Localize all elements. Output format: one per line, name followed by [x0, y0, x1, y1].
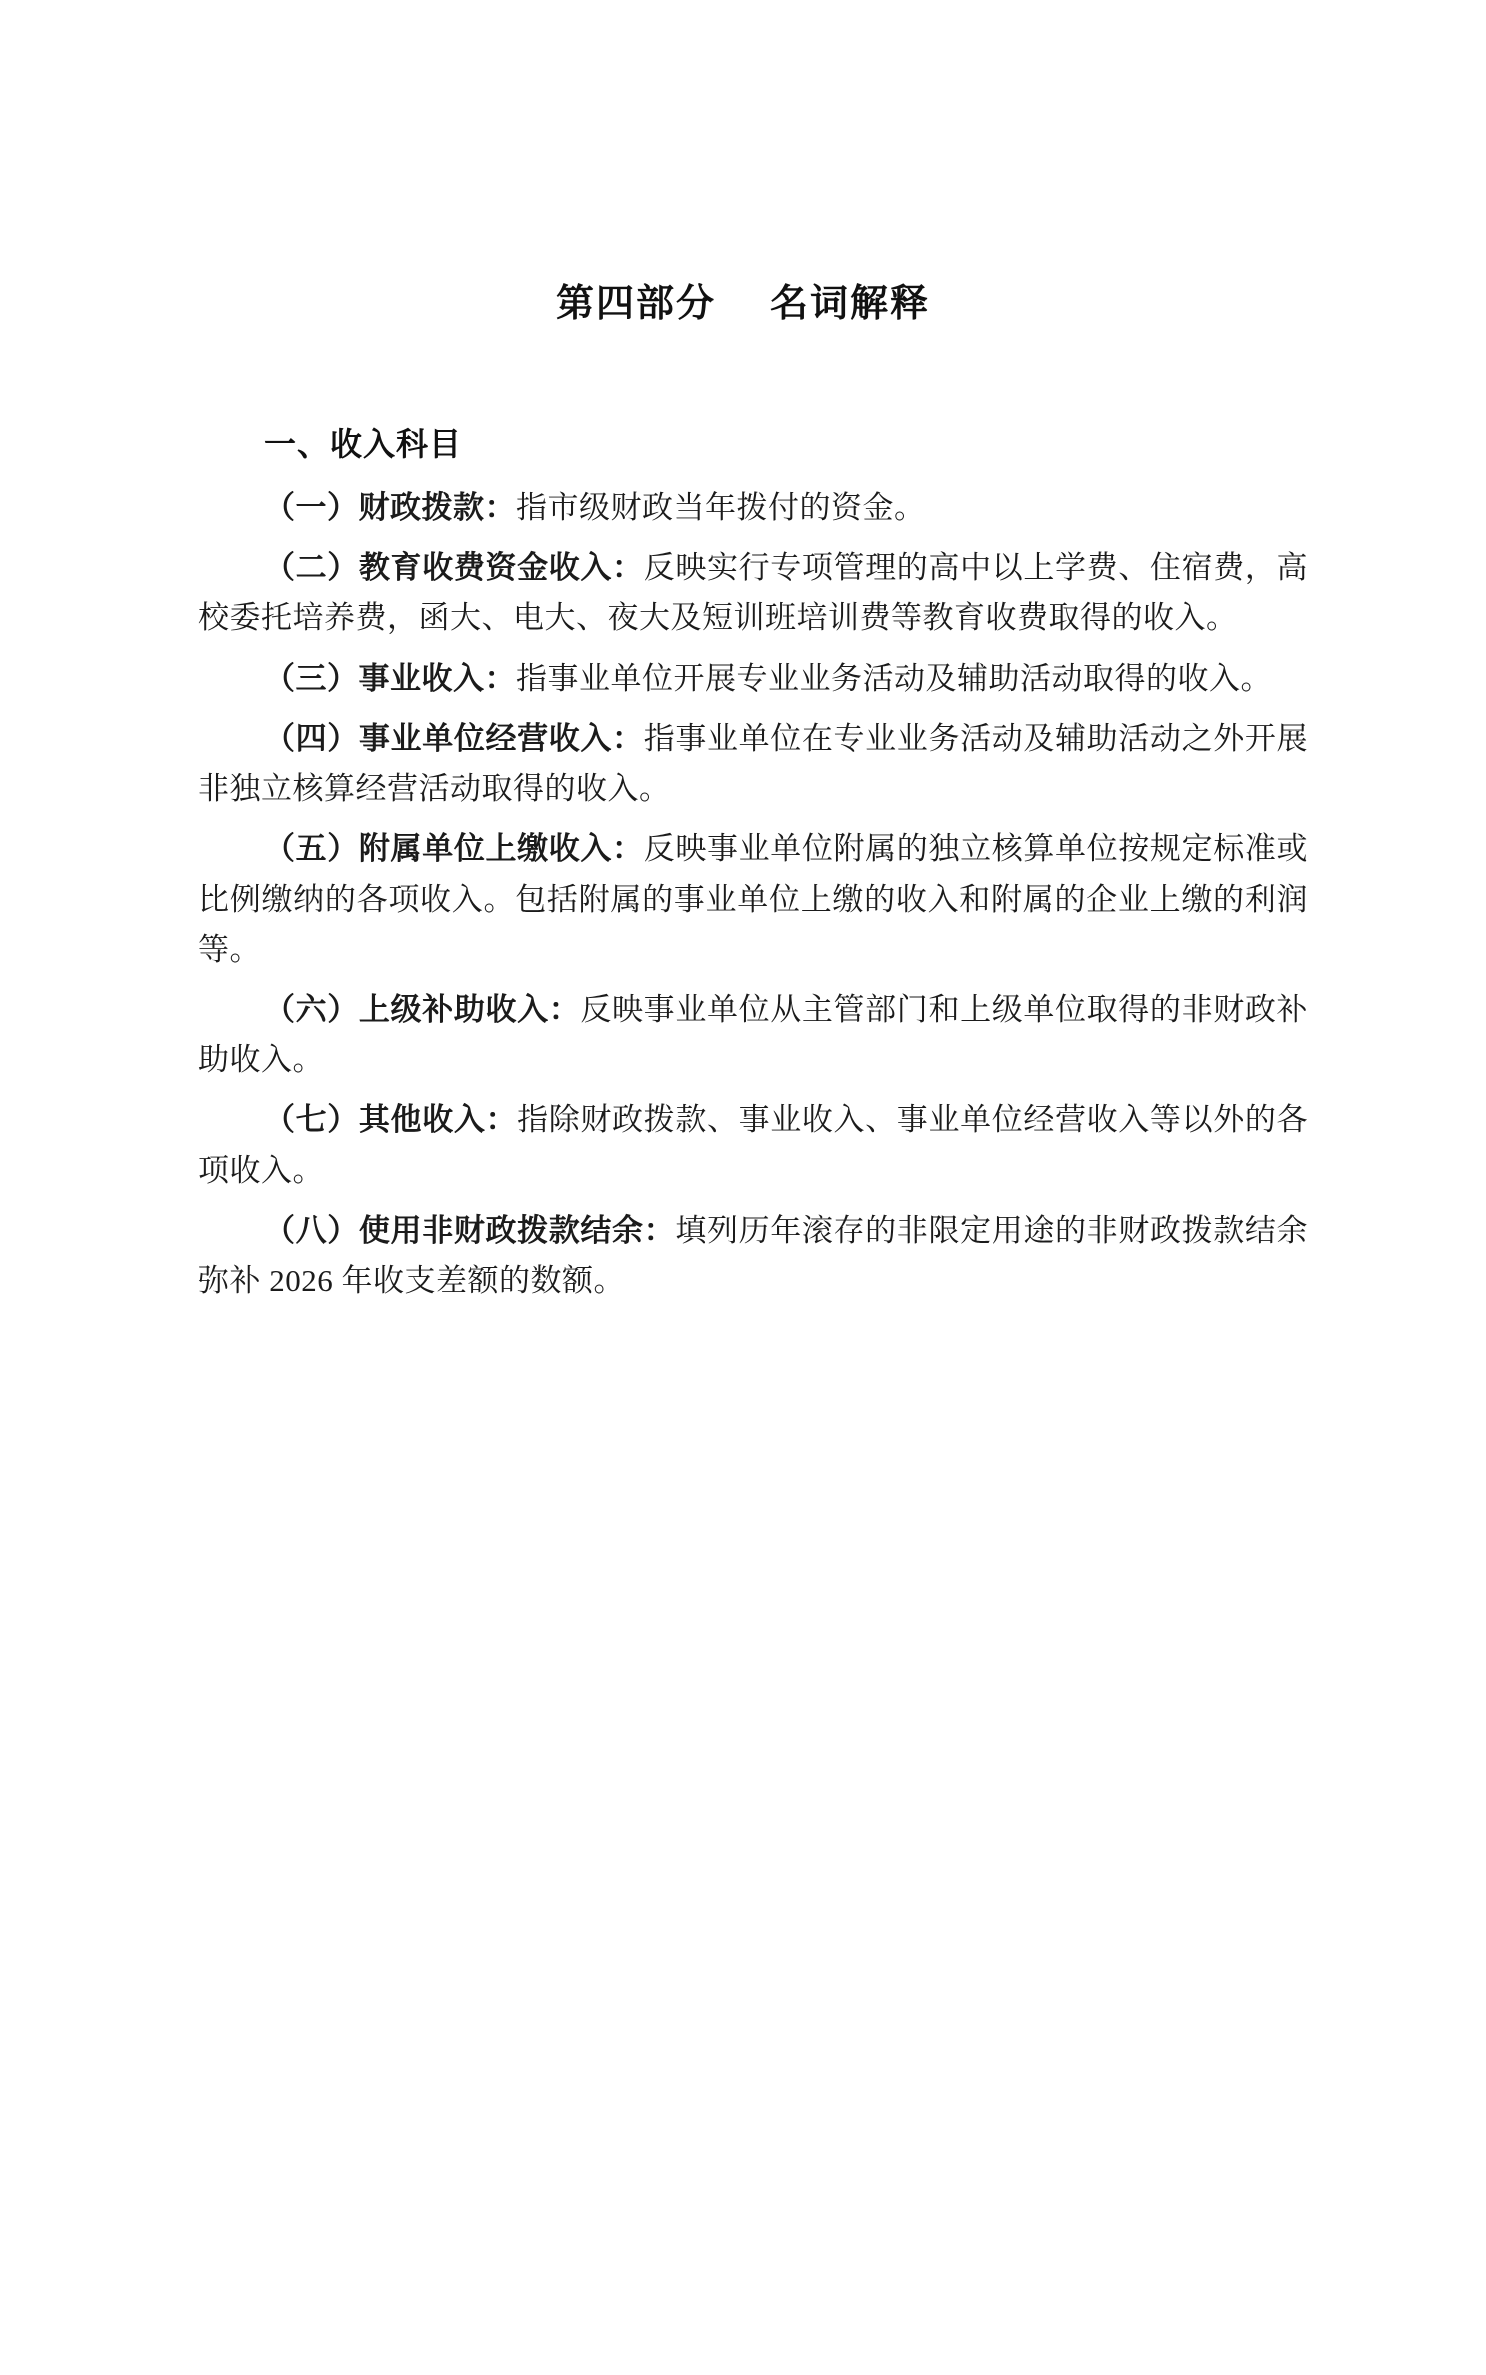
definition-item — [198, 1206, 1308, 1306]
definition-term: （八）使用非财政拨款结余： — [264, 1212, 676, 1248]
definition-term: （二）教育收费资金收入： — [264, 550, 644, 586]
definition-text: 反映实行专项管理的高中以上学费、住宿费，高校委托培养费，函大、电大、夜大及短训班培训费等教育收费取得的收入。 — [198, 550, 1308, 636]
document-page — [0, 272, 1486, 2375]
document-body — [0, 419, 1486, 1306]
definition-term: （一）财政拨款： — [264, 490, 516, 525]
definition-text: 指除财政拨款、事业收入、事业单位经营收入等以外的各项收入。 — [198, 1102, 1308, 1188]
definition-item — [198, 824, 1308, 975]
definition-text: 指市级财政当年拨付的资金。 — [516, 490, 926, 525]
definition-item — [198, 1095, 1308, 1195]
definition-item — [198, 985, 1308, 1085]
definition-term: （七）其他收入： — [264, 1102, 518, 1138]
definition-text: 反映事业单位附属的独立核算单位按规定标准或比例缴纳的各项收入。包括附属的事业单位上缴的收入和附属的企业上缴的利润等。 — [198, 831, 1308, 967]
section-heading-income: 一、收入科目 — [264, 426, 463, 462]
definition-text: 填列历年滚存的非限定用途的非财政拨款结余弥补 2026 年收支差额的数额。 — [198, 1212, 1308, 1299]
definition-term: （五）附属单位上缴收入： — [264, 831, 644, 867]
definition-item — [198, 483, 1308, 533]
definition-item — [198, 654, 1308, 704]
page-title-name: 名词解释 — [770, 283, 931, 325]
definition-text: 指事业单位开展专业业务活动及辅助活动取得的收入。 — [516, 660, 1272, 696]
page-title — [0, 272, 1486, 327]
definition-term: （六）上级补助收入： — [264, 991, 581, 1027]
definition-item — [198, 714, 1308, 814]
definition-term: （四）事业单位经营收入： — [264, 720, 644, 756]
page-title-part: 第四部分 — [555, 283, 716, 325]
definition-item — [198, 543, 1308, 643]
definition-text: 反映事业单位从主管部门和上级单位取得的非财政补助收入。 — [198, 991, 1308, 1078]
definition-text: 指事业单位在专业业务活动及辅助活动之外开展非独立核算经营活动取得的收入。 — [198, 720, 1308, 807]
definition-term: （三）事业收入： — [264, 660, 516, 696]
